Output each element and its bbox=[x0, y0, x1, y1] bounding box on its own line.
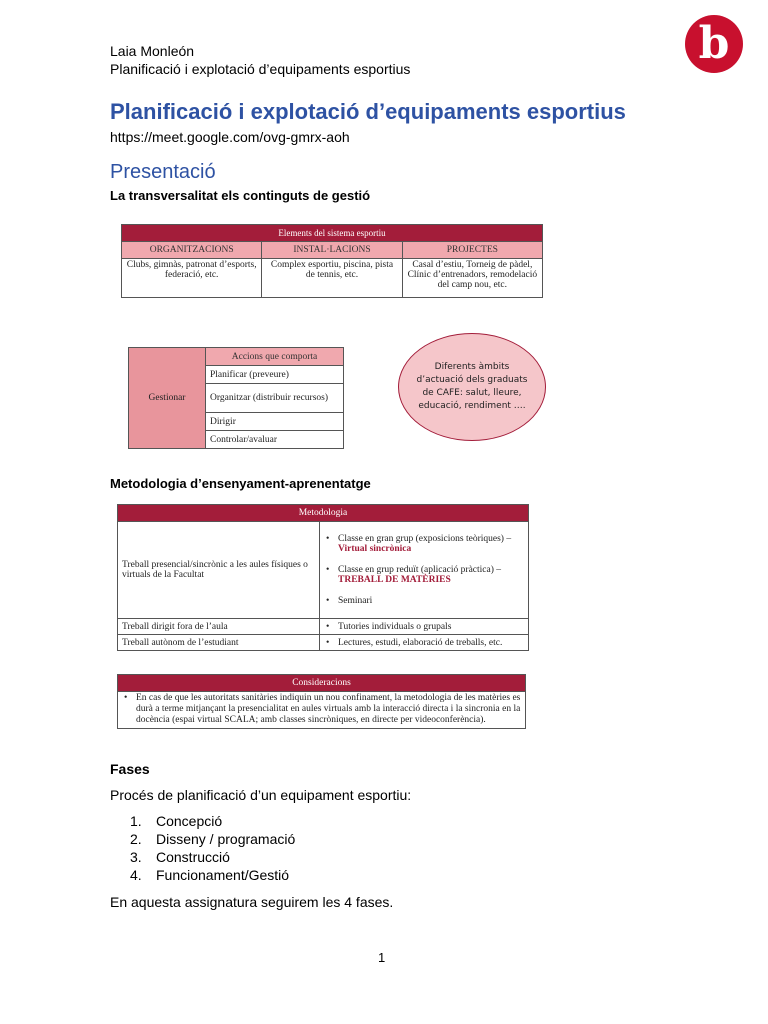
accions-table bbox=[128, 347, 344, 449]
document-title: Planificació i explotació d’equipaments esportius bbox=[110, 99, 626, 124]
action-item: Controlar/avaluar bbox=[206, 431, 344, 449]
accions-header: Accions que comporta bbox=[206, 348, 344, 366]
metodologia-heading: Metodologia d’ensenyament-aprenentatge bbox=[110, 476, 371, 491]
column-header-projectes: PROJECTES bbox=[402, 242, 542, 259]
highlight-text: Virtual sincrònica bbox=[338, 544, 412, 554]
fases-heading: Fases bbox=[110, 761, 150, 777]
meeting-link[interactable]: https://meet.google.com/ovg-gmrx-aoh bbox=[110, 129, 350, 145]
list-item: • Seminari bbox=[338, 596, 524, 606]
list-item: • Classe en grup reduït (aplicació pràctica) – TREBALL DE MATÈRIES bbox=[338, 565, 524, 585]
table-cell: Casal d’estiu, Torneig de pàdel, Clínic d’entrenadors, remodelació del camp nou, etc. bbox=[402, 259, 542, 298]
metodologia-row-items bbox=[320, 522, 529, 619]
ambits-text: Diferents àmbits d’actuació dels graduats de CAFE: salut, lleure, educació, rendiment …. bbox=[416, 362, 528, 411]
header-subtitle: Planificació i explotació d’equipaments esportius bbox=[110, 61, 411, 77]
table-cell: Complex esportiu, piscina, pista de tennis, etc. bbox=[262, 259, 402, 298]
metodologia-row-items bbox=[320, 619, 529, 635]
list-item: 2. Disseny / programació bbox=[130, 831, 296, 847]
header-author: Laia Monleón bbox=[110, 43, 195, 59]
list-item: • Tutories individuals o grupals bbox=[338, 622, 524, 632]
metodologia-row-label: Treball presencial/sincrònic a les aules físiques o virtuals de la Facultat bbox=[118, 522, 320, 619]
gestionar-label: Gestionar bbox=[129, 348, 206, 449]
action-item: Planificar (preveure) bbox=[206, 366, 344, 384]
metodologia-row-label: Treball autònom de l’estudiant bbox=[118, 635, 320, 651]
metodologia-row-items bbox=[320, 635, 529, 651]
page-number: 1 bbox=[378, 950, 386, 965]
fases-intro: Procés de planificació d’un equipament esportiu: bbox=[110, 787, 412, 803]
fases-outro: En aquesta assignatura seguirem les 4 fases. bbox=[110, 894, 394, 910]
action-item: Dirigir bbox=[206, 413, 344, 431]
list-item: 1. Concepció bbox=[130, 813, 223, 829]
elements-table bbox=[121, 224, 543, 298]
action-item: Organitzar (distribuir recursos) bbox=[206, 384, 344, 413]
section-heading-presentacio: Presentació bbox=[110, 161, 216, 183]
ambits-bubble bbox=[398, 333, 546, 441]
table-cell: Clubs, gimnàs, patronat d’esports, federació, etc. bbox=[122, 259, 262, 298]
list-item: 4. Funcionament/Gestió bbox=[130, 867, 290, 883]
consideracions-title: Consideracions bbox=[118, 675, 526, 692]
list-item: • En cas de que les autoritats sanitàries indiquin un nou confinament, la metodologia de les matèries es durà a terme mitjançant la presencialitat en aules virtuals amb la interacció directa i la sincronia en la docència (espai virtual SCALA; amb classes sincròniques, en directe per videoconferència). bbox=[136, 693, 521, 726]
column-header-organitzacions: ORGANITZACIONS bbox=[122, 242, 262, 259]
fases-list bbox=[110, 812, 295, 884]
consideracions-body bbox=[118, 692, 526, 729]
metodologia-title: Metodologia bbox=[118, 505, 529, 522]
university-logo: b bbox=[685, 15, 743, 73]
column-header-installacions: INSTAL·LACIONS bbox=[262, 242, 402, 259]
list-item: 3. Construcció bbox=[130, 849, 230, 865]
consideracions-table bbox=[117, 674, 526, 729]
highlight-text: TREBALL DE MATÈRIES bbox=[338, 575, 451, 585]
metodologia-table bbox=[117, 504, 529, 651]
list-item: • Classe en gran grup (exposicions teòriques) – Virtual sincrònica bbox=[338, 534, 524, 554]
list-item: • Lectures, estudi, elaboració de treballs, etc. bbox=[338, 638, 524, 648]
section-subheading: La transversalitat els continguts de gestió bbox=[110, 188, 371, 203]
metodologia-row-label: Treball dirigit fora de l’aula bbox=[118, 619, 320, 635]
elements-table-title: Elements del sistema esportiu bbox=[122, 225, 543, 242]
